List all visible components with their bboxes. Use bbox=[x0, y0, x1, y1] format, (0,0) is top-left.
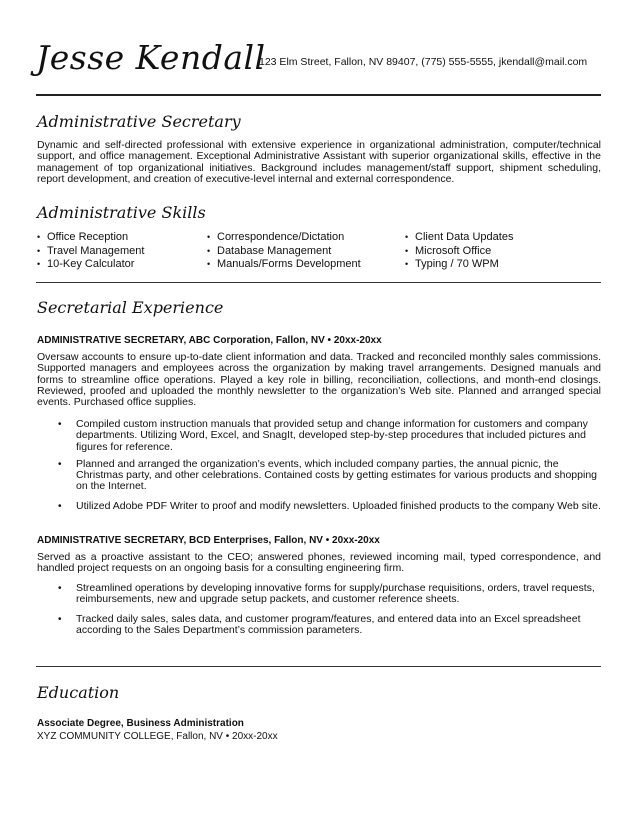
job-summary: Oversaw accounts to ensure up-to-date client information and data. Tracked and reconciled monthly sales commissions. Supported managers and employees across the organization by making travel arrangements. Designed manuals and forms to streamline office operations. Played a key role in billing, reconciliation, collections, and month-end closings. Reviewed, proofed and uploaded the monthly newsletter to the organization’s Web site. Planned and arranged special events. Purchased office supplies. bbox=[37, 351, 601, 409]
job-summary: Served as a proactive assistant to the CEO; answered phones, reviewed incoming mail, typed correspondence, and handled project requests on an ongoing basis for a consulting engineering firm. bbox=[37, 551, 601, 575]
skill-item: • Correspondence/Dictation bbox=[207, 231, 405, 245]
skill-item: • Travel Management bbox=[37, 245, 207, 259]
job-title: ADMINISTRATIVE SECRETARY, ABC Corporation, Fallon, NV • 20xx-20xx bbox=[37, 335, 382, 346]
skill-item: • Database Management bbox=[207, 245, 405, 259]
candidate-name: Jesse Kendall bbox=[36, 38, 266, 77]
skill-item: • Client Data Updates bbox=[405, 231, 595, 245]
skills-heading: Administrative Skills bbox=[37, 203, 206, 222]
job-title: ADMINISTRATIVE SECRETARY, BCD Enterprises, Fallon, NV • 20xx-20xx bbox=[37, 535, 380, 546]
skill-item: • 10-Key Calculator bbox=[37, 258, 207, 272]
education-heading: Education bbox=[37, 683, 120, 702]
skills-grid bbox=[37, 231, 601, 272]
job-bullet: • Tracked daily sales, sales data, and customer program/features, and entered data into an Excel spreadsheet according to the Sales Department’s commission parameters. bbox=[58, 614, 601, 637]
objective-text: Dynamic and self-directed professional with extensive experience in organizational administration, computer/technical support, and office management. Exceptional Administrative Assistant with superior organizational skills, effective in the management of top organizational initiatives. Background includes management/staff support, shipment scheduling, report development, and creation of executive-level internal and external correspondence. bbox=[37, 139, 601, 185]
skills-column-3 bbox=[405, 231, 595, 272]
education-school: XYZ COMMUNITY COLLEGE, Fallon, NV • 20xx-20xx bbox=[37, 731, 278, 742]
job-bullet: • Compiled custom instruction manuals that provided setup and change information for customers and company departments. Utilizing Word, Excel, and SnagIt, developed step-by-step procedures that included pictures and figures for reference. bbox=[58, 419, 601, 453]
skill-item: • Microsoft Office bbox=[405, 245, 595, 259]
skill-item: • Office Reception bbox=[37, 231, 207, 245]
objective-heading: Administrative Secretary bbox=[37, 112, 241, 131]
section-divider bbox=[36, 666, 601, 667]
job-bullet: • Streamlined operations by developing innovative forms for supply/purchase requisitions, orders, travel requests, reimbursements, new and upgrade setup packets, and customer reference sheets. bbox=[58, 583, 601, 606]
job-bullets bbox=[58, 583, 601, 636]
skills-column-2 bbox=[207, 231, 405, 272]
header-divider bbox=[36, 94, 601, 96]
skills-column-1 bbox=[37, 231, 207, 272]
job-bullet: • Utilized Adobe PDF Writer to proof and modify newsletters. Uploaded finished products to the company Web site. bbox=[58, 501, 601, 512]
job-bullet: • Planned and arranged the organization’s events, which included company parties, the annual picnic, the Christmas party, and other celebrations. Contained costs by getting estimates for various products and shopping on the Internet. bbox=[58, 459, 601, 493]
job-bullets bbox=[58, 419, 601, 512]
education-degree: Associate Degree, Business Administration bbox=[37, 718, 244, 729]
skill-item: • Manuals/Forms Development bbox=[207, 258, 405, 272]
experience-heading: Secretarial Experience bbox=[37, 298, 224, 317]
skill-item: • Typing / 70 WPM bbox=[405, 258, 595, 272]
contact-info: 123 Elm Street, Fallon, NV 89407, (775) 555-5555, jkendall@mail.com bbox=[259, 56, 588, 68]
section-divider bbox=[36, 282, 601, 283]
